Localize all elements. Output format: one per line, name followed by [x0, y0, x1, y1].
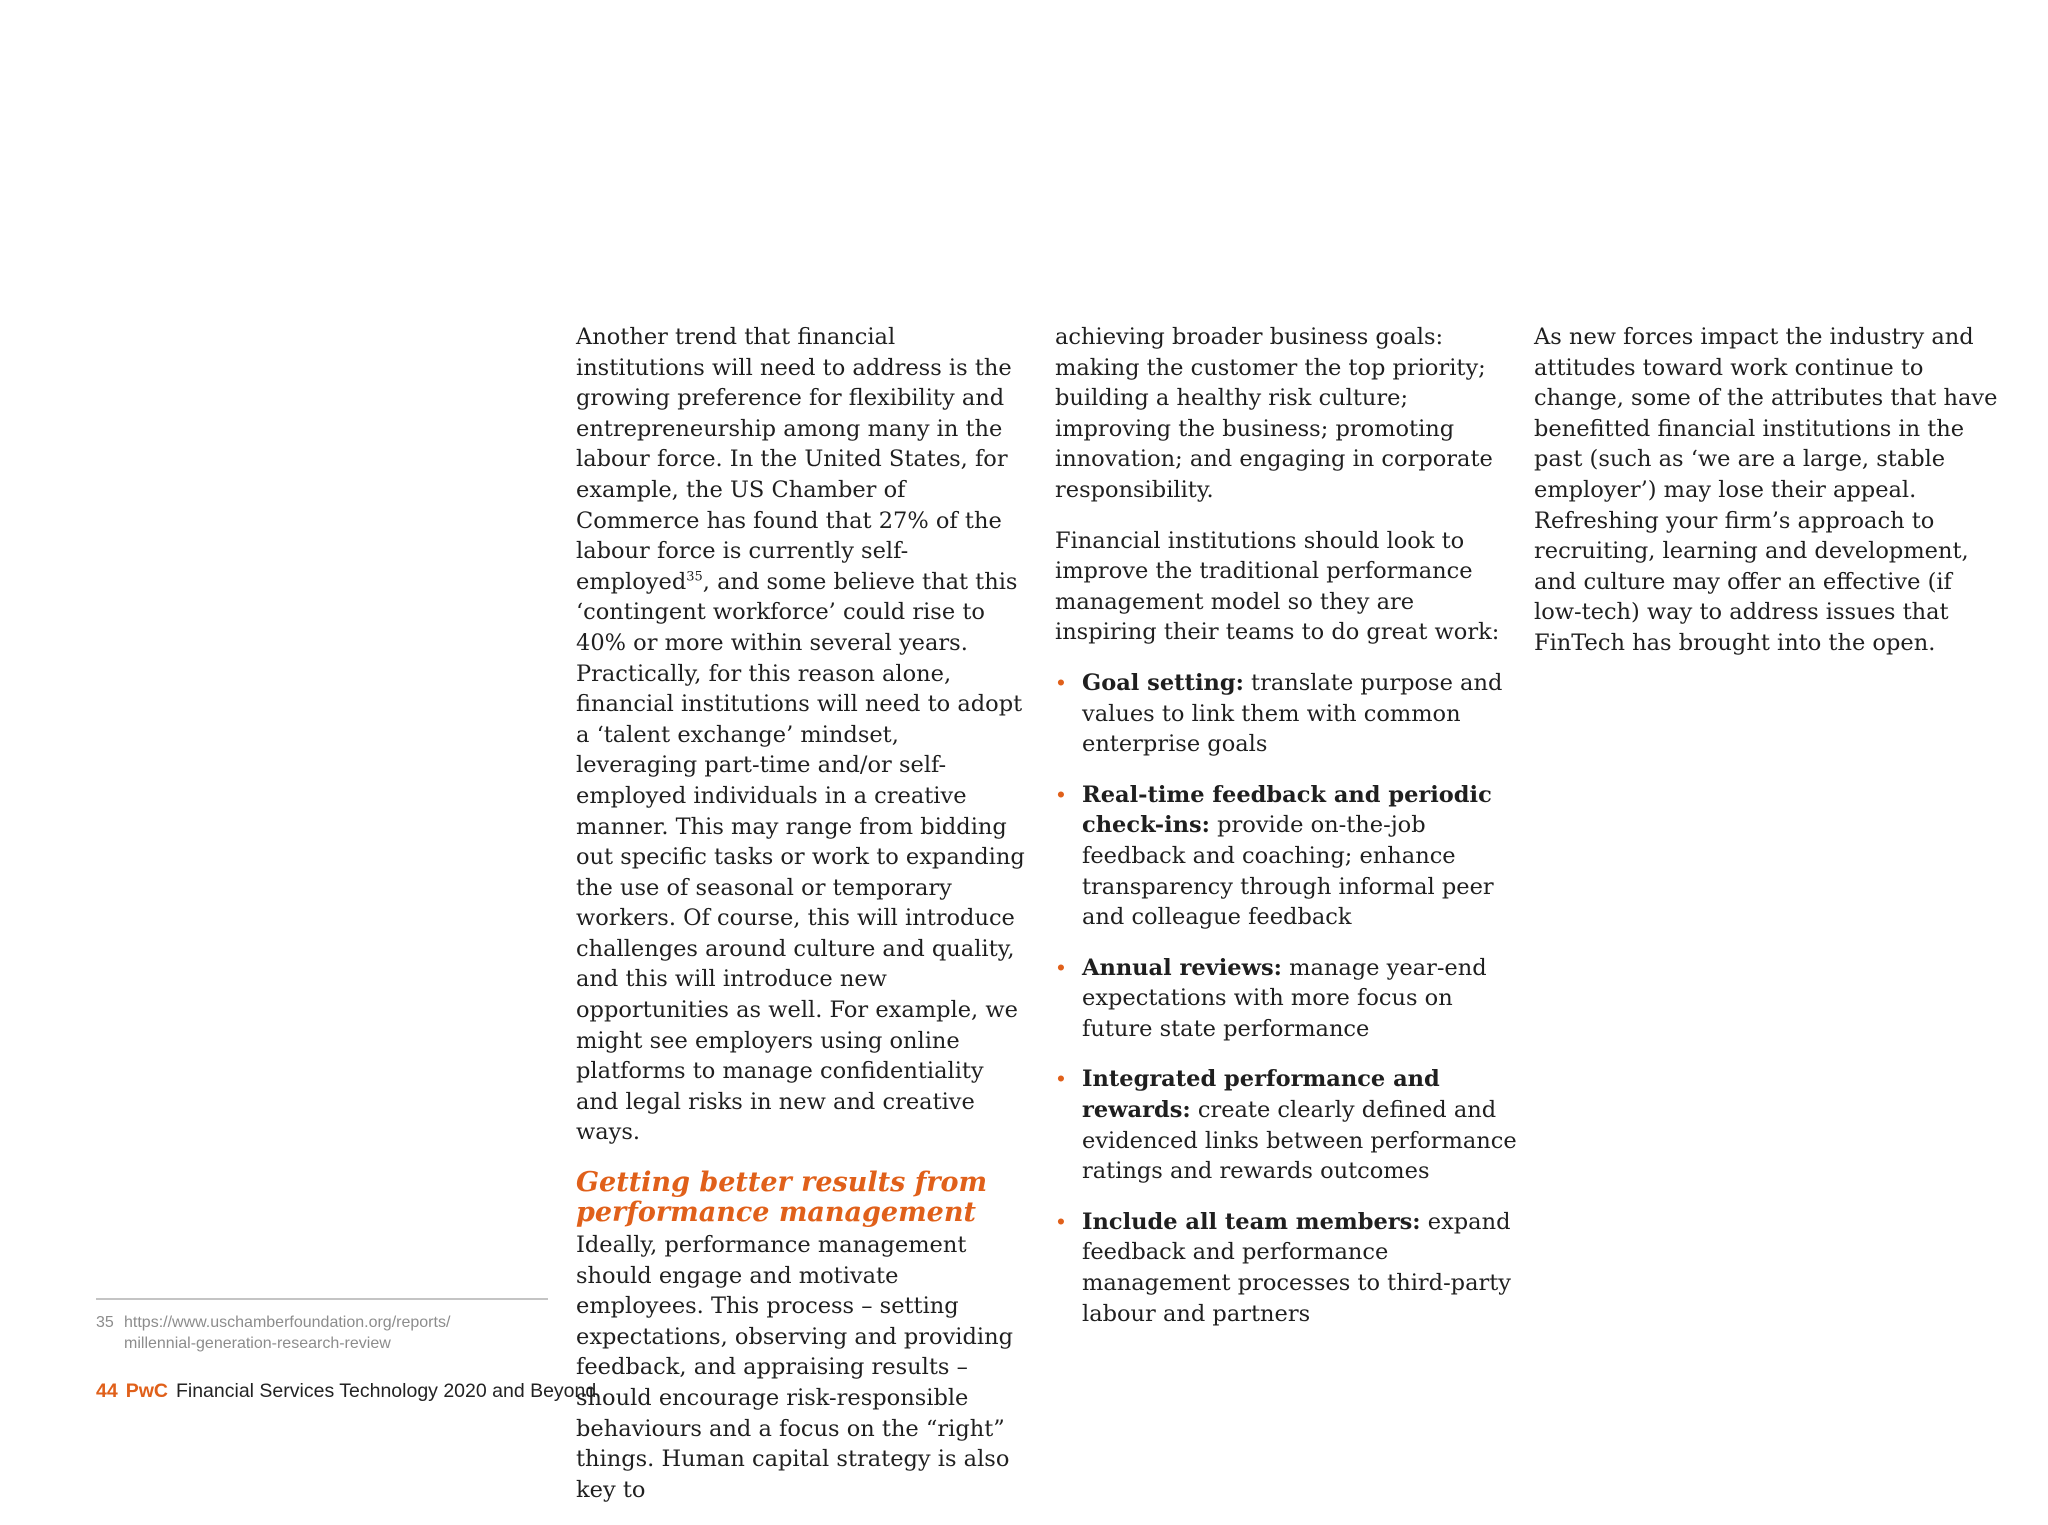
paragraph-improve-model: Financial institutions should look to improve the traditional performance management model so they are inspiring their teams to do great work: — [1055, 527, 1500, 646]
list-item — [1055, 668, 1517, 760]
page-number: 44 — [96, 1380, 118, 1402]
column-2 — [1055, 322, 1517, 1349]
list-item-title: Goal setting: — [1082, 669, 1244, 696]
paragraph-text-a: Another trend that financial institutions will need to address is the growing preference for flexibility and entrepreneurship among many in the labour force. In the United States, for example, the US Chamber of Commerce has found that 27% of the labour force is currently self-employed — [576, 324, 1012, 595]
list-item-title: Integrated performance and rewards: — [1082, 1066, 1440, 1124]
paragraph-performance-management: Ideally, performance management should engage and motivate employees. This process – setting expectations, observing and providing feedback, and appraising results – should encourage risk-responsible behaviours and a focus on the “right” things. Human capital strategy is also key to — [576, 1232, 1013, 1503]
list-item-text: manage year-end expectations with more focus on future state performance — [1082, 954, 1487, 1042]
list-item — [1055, 1207, 1517, 1329]
section-heading: Getting better results from performance management — [576, 1167, 988, 1229]
list-item-text: create clearly defined and evidenced links between performance ratings and rewards outcomes — [1082, 1097, 1517, 1185]
paragraph-contingent-workforce — [576, 322, 1026, 1148]
list-item — [1055, 1064, 1517, 1186]
footnote-url-line1[interactable]: https://www.uschamberfoundation.org/reports/ — [124, 1314, 451, 1331]
footnote-number: 35 — [96, 1314, 114, 1331]
bullet-dot-icon: • — [1057, 1066, 1065, 1092]
page-footer — [96, 1380, 596, 1403]
brand-name: PwC — [125, 1380, 168, 1402]
paragraph-text-b: , and some believe that this ‘contingent workforce’ could rise to 40% or more within several years. Practically, for this reason alone, financial institutions will need to adopt a ‘talent exchange’ mindset, leveraging part-time and/or self-employed individuals in a creative manner. This may range from bidding out specific tasks or work to expanding the use of seasonal or temporary workers. Of course, this will introduce challenges around culture and quality, and this will introduce new opportunities as well. For example, we might see employers using online platforms to manage confidentiality and legal risks in new and creative ways. — [576, 568, 1025, 1146]
list-item — [1055, 953, 1517, 1045]
bullet-dot-icon: • — [1057, 669, 1065, 695]
publication-title: Financial Services Technology 2020 and Beyond — [175, 1380, 597, 1402]
list-item-text: expand feedback and performance management processes to third-party labour and partners — [1082, 1208, 1511, 1327]
footnote-reference: 35 — [686, 569, 703, 585]
bullet-dot-icon: • — [1057, 781, 1065, 807]
bullet-dot-icon: • — [1057, 1208, 1065, 1234]
bullet-dot-icon: • — [1057, 954, 1065, 980]
bullet-list — [1055, 668, 1517, 1329]
list-item-title: Annual reviews: — [1082, 954, 1282, 981]
footnote — [96, 1312, 556, 1354]
paragraph-new-forces: As new forces impact the industry and attitudes toward work continue to change, some of the attributes that have benefitted financial institutions in the past (such as ‘we are a large, stable employer’) may lose their appeal. Refreshing your firm’s approach to recruiting, learning and development, and culture may offer an effective (if low-tech) way to address issues that FinTech has brought into the open. — [1534, 324, 1998, 656]
column-3 — [1534, 322, 2004, 679]
list-item-title: Real-time feedback and periodic check-ins: — [1082, 781, 1492, 839]
list-item — [1055, 780, 1517, 933]
footnote-url-line2[interactable]: millennial-generation-research-review — [124, 1335, 391, 1352]
list-item-title: Include all team members: — [1082, 1208, 1421, 1235]
list-item-text: provide on-the-job feedback and coaching; enhance transparency through informal peer and colleague feedback — [1082, 812, 1494, 931]
list-item-text: translate purpose and values to link them with common enterprise goals — [1082, 669, 1503, 758]
column-1 — [576, 322, 1026, 1525]
paragraph-business-goals: achieving broader business goals: making the customer the top priority; building a healthy risk culture; improving the business; promoting innovation; and engaging in corporate responsibility. — [1055, 324, 1493, 503]
footnote-divider — [96, 1298, 548, 1300]
